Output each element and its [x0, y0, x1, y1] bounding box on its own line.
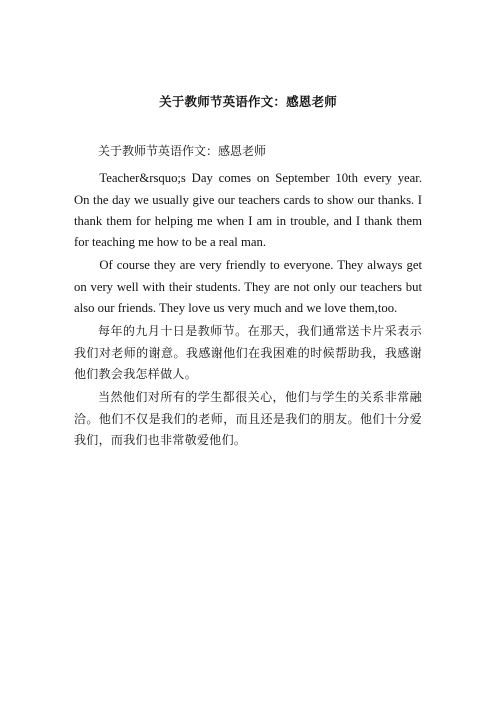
chinese-paragraph-1: 每年的九月十日是教师节。在那天，我们通常送卡片采表示我们对老师的谢意。我感谢他们在我困难的时候帮助我，我感谢他们教会我怎样做人。	[74, 324, 422, 381]
document-title: 关于教师节英语作文：感恩老师	[159, 94, 337, 109]
chinese-paragraph-2: 当然他们对所有的学生都很关心，他们与学生的关系非常融洽。他们不仅是我们的老师，而且还是我们的朋友。他们十分爱我们，而我们也非常敬爱他们。	[74, 390, 422, 447]
english-paragraph-1: Teacher&rsquo;s Day comes on September 10th every year. On the day we usually give our teachers cards to show our thanks. I thank them for helping me when I am in trouble, and I thank them for teaching me how to be a real man.	[74, 171, 422, 250]
english-paragraph-2: Of course they are very friendly to everyone. They always get on very well with their students. They are not only our teachers but also our friends. They love us very much and we love them,too.	[74, 258, 422, 316]
document-body	[74, 141, 422, 451]
subtitle-paragraph: 关于教师节英语作文：感恩老师	[98, 144, 267, 158]
